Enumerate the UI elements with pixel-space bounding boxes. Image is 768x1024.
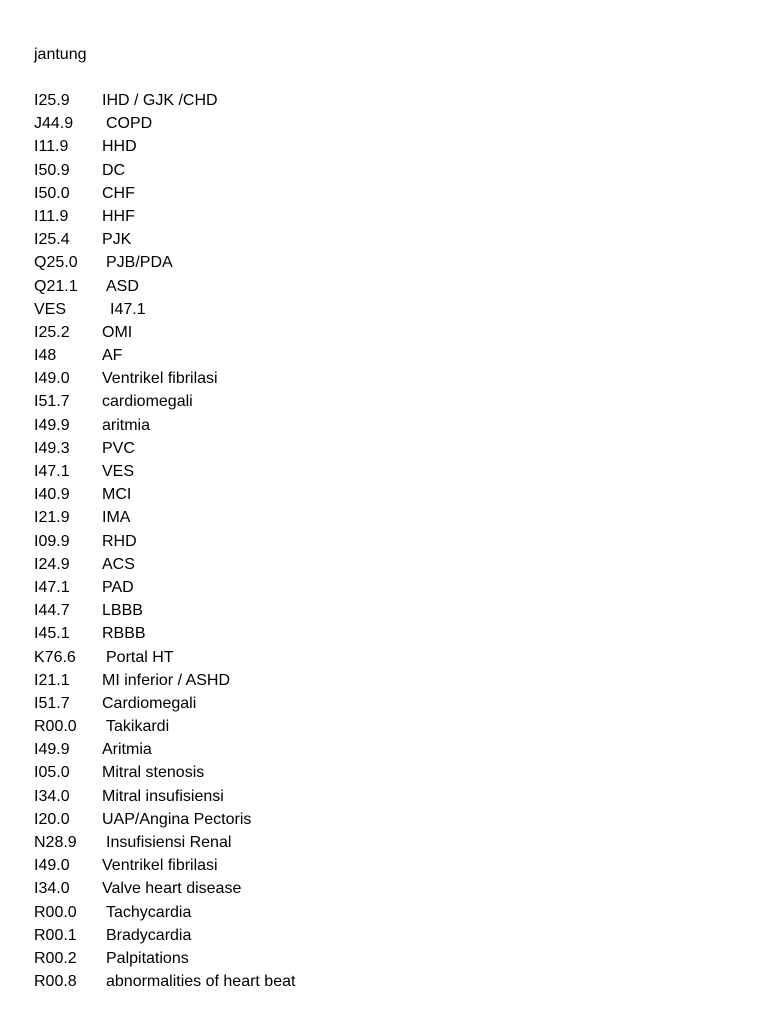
diagnosis-label: Insufisiensi Renal bbox=[106, 834, 232, 851]
icd-code: I47.1 bbox=[34, 463, 70, 480]
icd-code: I34.0 bbox=[34, 880, 70, 898]
icd-code: K76.6 bbox=[34, 648, 76, 666]
icd-code: VES bbox=[34, 300, 67, 318]
icd-code: I11.9 bbox=[34, 207, 69, 225]
diagnosis-label: Bradycardia bbox=[106, 926, 192, 944]
diagnosis-label: COPD bbox=[106, 115, 153, 133]
icd-code: Q21.1 bbox=[34, 277, 78, 295]
icd-code: I49.3 bbox=[34, 439, 70, 457]
diagnosis-label: HHD bbox=[102, 138, 137, 156]
icd-code: I25.9 bbox=[34, 92, 70, 109]
icd-code: I51.7 bbox=[34, 393, 70, 411]
icd-code: R00.2 bbox=[34, 949, 77, 967]
icd-code: I50.0 bbox=[34, 184, 70, 202]
diagnosis-label: ACS bbox=[102, 555, 135, 573]
diagnosis-label: DC bbox=[102, 161, 126, 179]
icd-code: I51.7 bbox=[34, 694, 70, 712]
icd-code: R00.0 bbox=[34, 903, 77, 921]
diagnosis-label: Takikardi bbox=[106, 718, 170, 736]
diagnosis-label: Tachycardia bbox=[106, 903, 192, 921]
diagnosis-label: PJB/PDA bbox=[106, 254, 173, 272]
icd-code: I49.9 bbox=[34, 741, 70, 759]
diagnosis-label: LBBB bbox=[102, 602, 143, 620]
icd-code: I34.0 bbox=[34, 787, 70, 805]
diagnosis-label: Portal HT bbox=[106, 648, 174, 666]
diagnosis-label: RHD bbox=[102, 532, 137, 550]
diagnosis-label: OMI bbox=[102, 323, 133, 341]
diagnosis-label: RBBB bbox=[102, 625, 146, 643]
diagnosis-label: Ventrikel fibrilasi bbox=[102, 857, 218, 875]
icd-code: I21.9 bbox=[34, 509, 70, 527]
icd-code: I48 bbox=[34, 347, 57, 365]
icd-code: I49.0 bbox=[34, 857, 70, 875]
diagnosis-label: Ventrikel fibrilasi bbox=[102, 370, 218, 388]
icd-code: Q25.0 bbox=[34, 254, 78, 272]
icd-code: I11.9 bbox=[34, 138, 69, 156]
diagnosis-label: CHF bbox=[102, 184, 135, 202]
icd-code: R00.0 bbox=[34, 718, 77, 736]
icd-code: I44.7 bbox=[34, 602, 70, 620]
diagnosis-label: PJK bbox=[102, 231, 132, 249]
diagnosis-label: abnormalities of heart beat bbox=[106, 973, 296, 991]
diagnosis-label: Cardiomegali bbox=[102, 694, 197, 712]
icd-code: R00.8 bbox=[34, 973, 77, 991]
diagnosis-label: MCI bbox=[102, 486, 132, 504]
diagnosis-label: Mitral stenosis bbox=[102, 764, 205, 782]
icd-code: R00.1 bbox=[34, 926, 77, 944]
icd-code: I47.1 bbox=[34, 578, 70, 596]
diagnosis-label: MI inferior / ASHD bbox=[102, 671, 231, 689]
icd-code: I09.9 bbox=[34, 532, 70, 550]
diagnosis-label: PVC bbox=[102, 439, 135, 457]
icd-code: I40.9 bbox=[34, 486, 70, 504]
icd-code: I45.1 bbox=[34, 625, 70, 643]
diagnosis-label: HHF bbox=[102, 207, 135, 225]
icd-code: I25.2 bbox=[34, 323, 70, 341]
diagnosis-label: UAP/Angina Pectoris bbox=[102, 810, 252, 828]
diagnosis-label: PAD bbox=[102, 578, 134, 596]
icd-code: I21.1 bbox=[34, 671, 70, 689]
diagnosis-label: aritmia bbox=[102, 416, 151, 434]
icd-code: J44.9 bbox=[34, 115, 74, 133]
diagnosis-label: Palpitations bbox=[106, 949, 189, 967]
icd-code: I49.9 bbox=[34, 416, 70, 434]
icd-code: I24.9 bbox=[34, 555, 70, 573]
icd-code: N28.9 bbox=[34, 834, 77, 851]
icd-code: I05.0 bbox=[34, 764, 70, 782]
diagnosis-label: Valve heart disease bbox=[102, 880, 242, 898]
diagnosis-label: I47.1 bbox=[110, 300, 146, 318]
diagnosis-label: Aritmia bbox=[102, 741, 152, 759]
icd-code: I50.9 bbox=[34, 161, 70, 179]
diagnosis-label: AF bbox=[102, 347, 123, 365]
diagnosis-label: cardiomegali bbox=[102, 393, 193, 411]
diagnosis-label: IHD / GJK /CHD bbox=[102, 92, 218, 109]
diagnosis-label: VES bbox=[102, 463, 135, 480]
document-heading: jantung bbox=[34, 46, 87, 63]
diagnosis-label: Mitral insufisiensi bbox=[102, 787, 224, 805]
icd-code: I25.4 bbox=[34, 231, 70, 249]
diagnosis-label: IMA bbox=[102, 509, 131, 527]
icd-code: I49.0 bbox=[34, 370, 70, 388]
diagnosis-label: ASD bbox=[106, 277, 139, 295]
icd-code: I20.0 bbox=[34, 810, 70, 828]
